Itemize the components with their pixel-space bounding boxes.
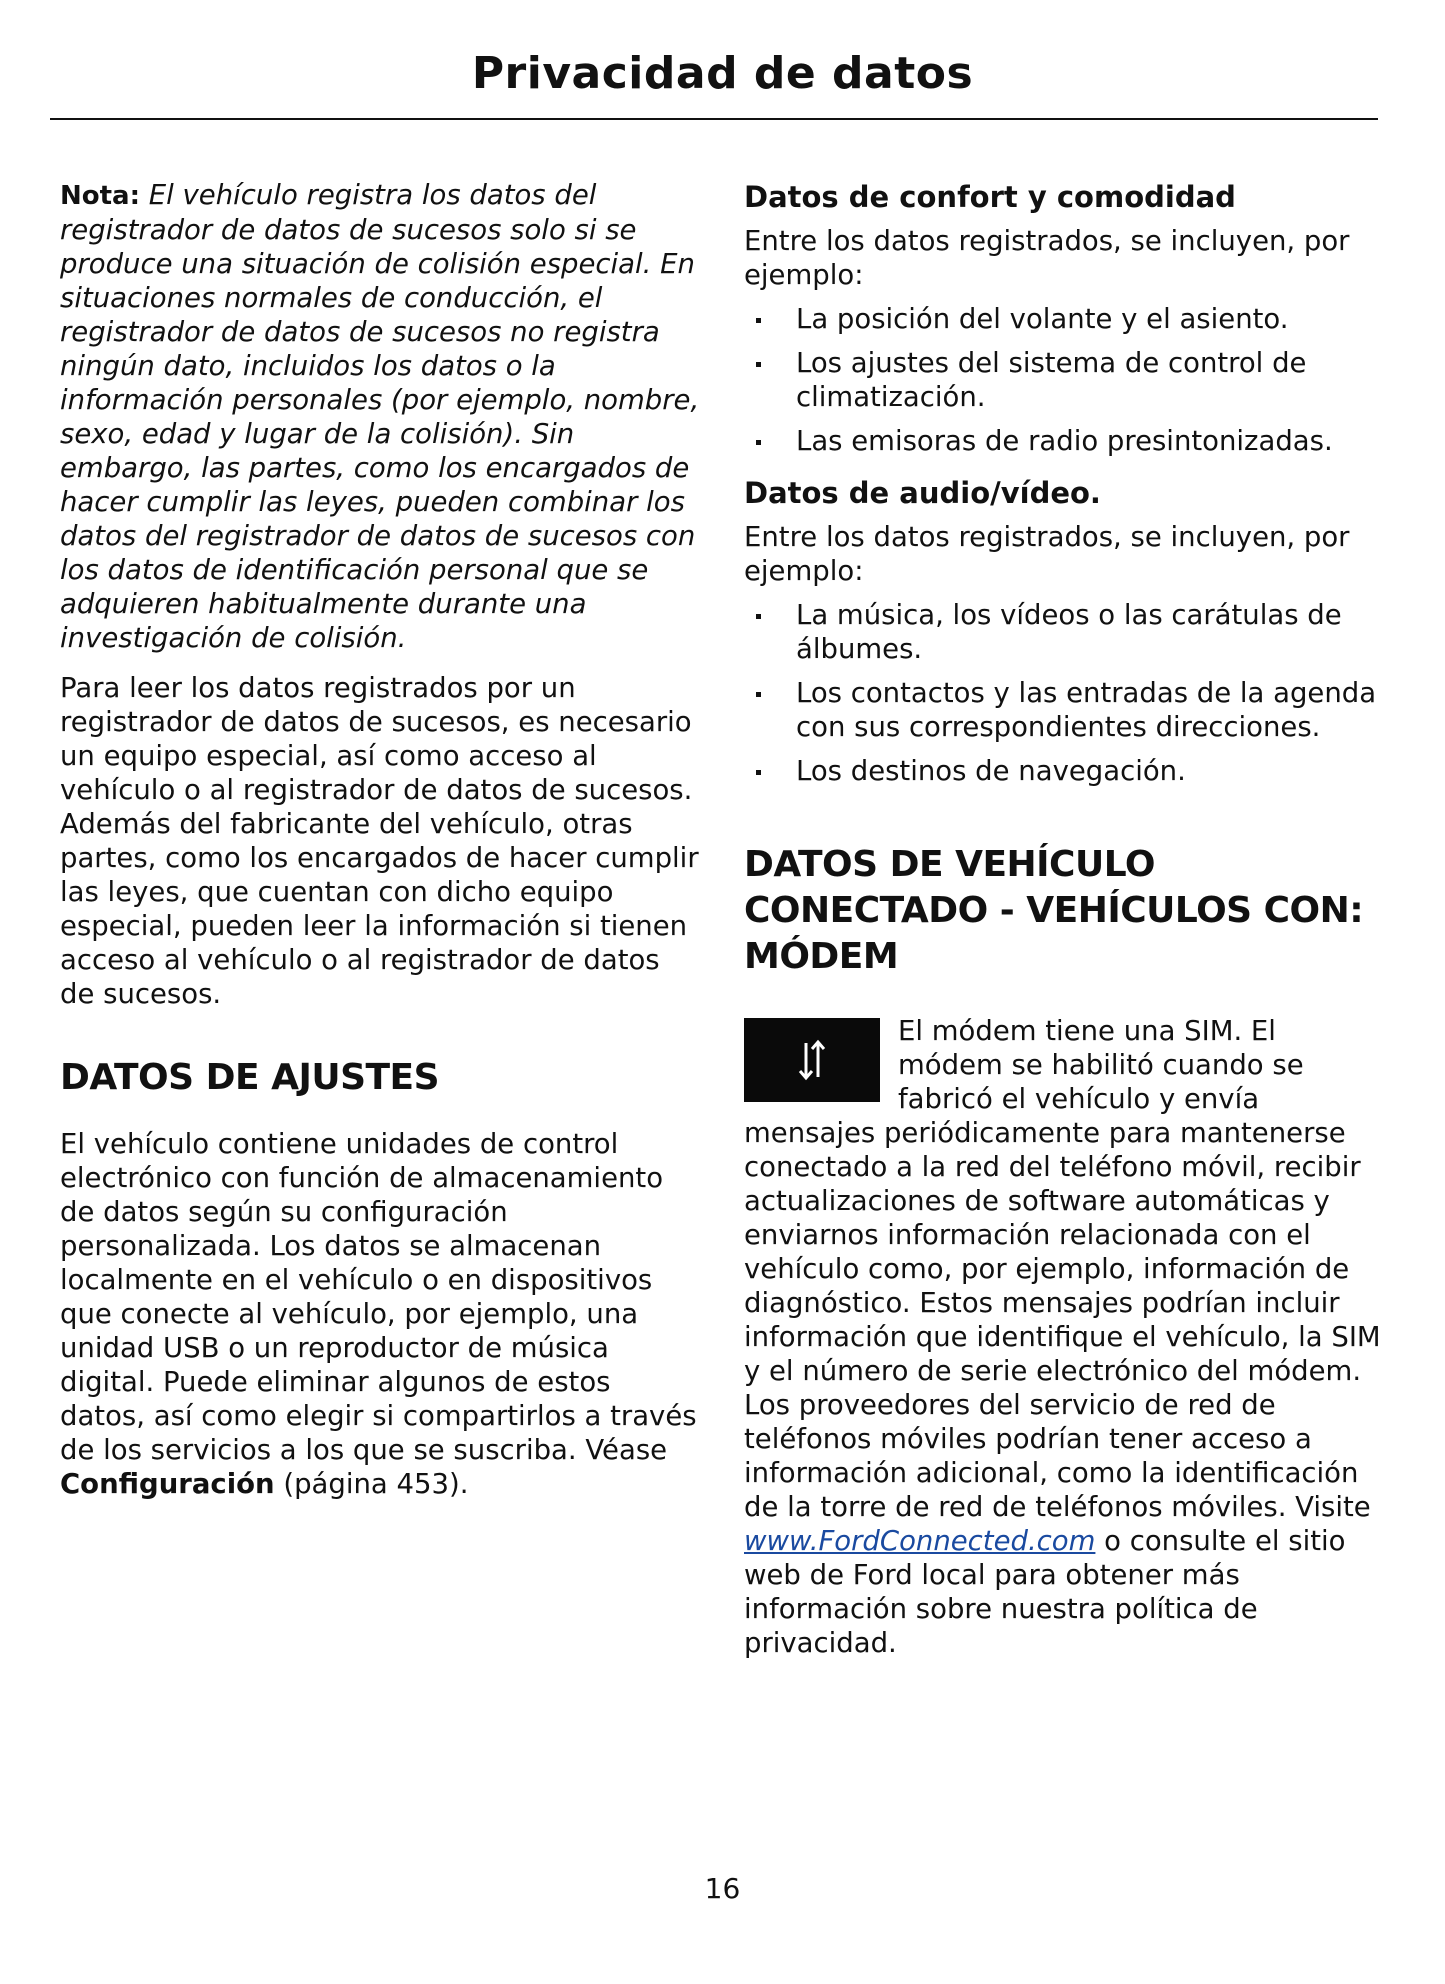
right-column: [744, 178, 1384, 1660]
modem-tail: o consulte el sitio web de Ford local para obtener más información sobre nuestra política de privacidad.: [744, 1525, 1346, 1659]
note-paragraph: [60, 178, 700, 655]
list-item: Los ajustes del sistema de control de climatización.: [744, 346, 1384, 414]
section-title-confort: Datos de confort y comodidad: [744, 180, 1236, 214]
configuracion-link[interactable]: Configuración: [60, 1468, 275, 1500]
list-item: Los destinos de navegación.: [744, 754, 1384, 788]
modem-paragraph: [744, 1014, 1384, 1660]
page-title: Privacidad de datos: [471, 48, 974, 99]
note-text: El vehículo registra los datos del registrador de datos de sucesos solo si se produce una situación de colisión especial. En situaciones normales de conducción, el registrador de datos de sucesos no registra ningún dato, incluidos los datos o la información personales (por ejemplo, nombre, sexo, edad y lugar de la colisión). Sin embargo, las partes, como los encargados de hacer cumplir las leyes, pueden combinar los datos del registrador de datos de sucesos con los datos de identificación personal que se adquieren habitualmente durante una investigación de colisión.: [60, 179, 700, 654]
fordconnected-link[interactable]: www.FordConnected.com: [744, 1525, 1096, 1557]
modem-text: El módem tiene una SIM. El módem se habilitó cuando se fabricó el vehículo y envía mensajes periódicamente para mantenerse conectado a la red del teléfono móvil, recibir actualizaciones de software automáticas y enviarnos información relacionada con el vehículo como, por ejemplo, información de diagnóstico. Estos mensajes podrían incluir información que identifique el vehículo, la SIM y el número de serie electrónico del módem. Los proveedores del servicio de red de teléfonos móviles podrían tener acceso a información adicional, como la identificación de la torre de red de teléfonos móviles. Visite: [744, 1015, 1381, 1523]
note-label: Nota:: [60, 181, 140, 211]
audio-intro: Entre los datos registrados, se incluyen, por ejemplo:: [744, 521, 1350, 587]
list-item: Las emisoras de radio presintonizadas.: [744, 424, 1384, 458]
modem-data-arrows-icon: [744, 1018, 880, 1102]
confort-intro: Entre los datos registrados, se incluyen, por ejemplo:: [744, 225, 1350, 291]
left-column: [60, 178, 700, 1501]
section-title-ajustes: DATOS DE AJUSTES: [60, 1057, 440, 1098]
modem-arrows-svg: [792, 1037, 832, 1083]
reading-paragraph: Para leer los datos registrados por un registrador de datos de sucesos, es necesario un equipo especial, así como acceso al vehículo o al registrador de datos de sucesos. Además del fabricante del vehículo, otras partes, como los encargados de hacer cumplir las leyes, que cuentan con dicho equipo especial, pueden leer la información si tienen acceso al vehículo o al registrador de datos de sucesos.: [60, 672, 699, 1010]
list-item: Los contactos y las entradas de la agenda con sus correspondientes direcciones.: [744, 676, 1384, 744]
audio-list: [744, 598, 1384, 788]
page-number: 16: [704, 1872, 741, 1905]
ajustes-text: El vehículo contiene unidades de control electrónico con función de almacenamiento de datos según su configuración personalizada. Los datos se almacenan localmente en el vehículo o en dispositivos que conecte al vehículo, por ejemplo, una unidad USB o un reproductor de música digital. Puede eliminar algunos de estos datos, así como elegir si compartirlos a través de los servicios a los que se suscriba. Véase: [60, 1128, 697, 1466]
title-rule: [50, 118, 1378, 120]
confort-list: [744, 302, 1384, 458]
section-title-audio: Datos de audio/vídeo.: [744, 476, 1101, 510]
section-title-modem: DATOS DE VEHÍCULO CONECTADO - VEHÍCULOS CON: MÓDEM: [744, 844, 1364, 977]
ajustes-page-ref: (página 453).: [274, 1468, 469, 1500]
list-item: La posición del volante y el asiento.: [744, 302, 1384, 336]
ajustes-paragraph: [60, 1127, 700, 1501]
list-item: La música, los vídeos o las carátulas de álbumes.: [744, 598, 1384, 666]
